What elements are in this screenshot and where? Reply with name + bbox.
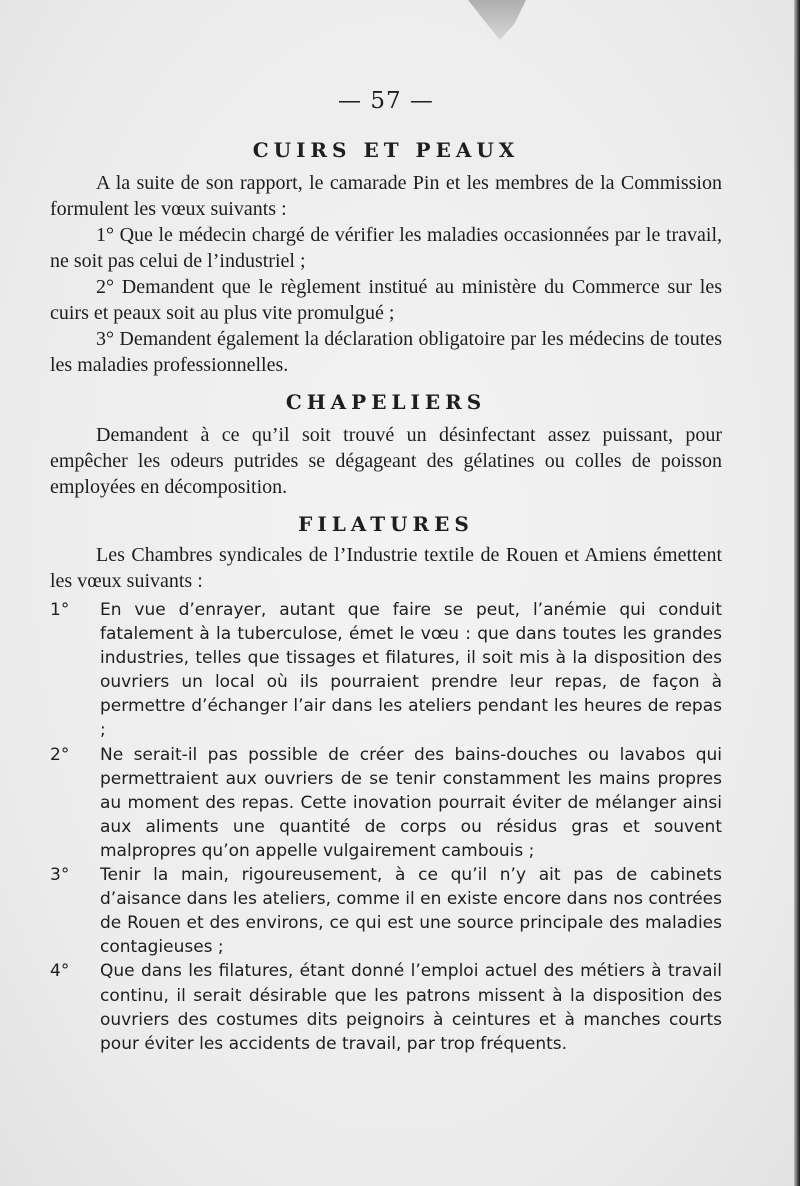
page-number: — 57 —: [338, 88, 434, 114]
list-item: [50, 863, 722, 959]
paragraph: 2° Demandent que le règlement institué au ministère du Commerce sur les cuirs et peaux soit au plus vite promulgué ;: [50, 276, 722, 324]
page-edge-shadow: [794, 0, 800, 1186]
list-item: [50, 959, 722, 1055]
item-number: 1°: [50, 600, 70, 620]
paragraph: 1° Que le médecin chargé de vérifier les maladies occasionnées par le travail, ne soit pas celui de l’industriel ;: [50, 224, 722, 272]
item-text: En vue d’enrayer, autant que faire se peut, l’anémie qui conduit fatalement à la tuberculose, émet le vœu : que dans toutes les grandes industries, telles que tissages et filatures, il soit mis à la disposition des ouvriers un local où ils pourraient prendre leur repas, de façon à permettre d’échanger l’air dans les ateliers pendant les heures de repas ;: [100, 600, 722, 741]
paragraph: A la suite de son rapport, le camarade Pin et les membres de la Commission formulent les vœux suivants :: [50, 172, 722, 220]
torn-corner: [468, 0, 526, 40]
paragraph: Demandent à ce qu’il soit trouvé un désinfectant assez puissant, pour empêcher les odeurs putrides se dégageant des gélatines ou colles de poisson employées en décomposition.: [50, 424, 722, 498]
list-item: [50, 598, 722, 743]
page-content: [50, 88, 722, 1056]
paragraph: 3° Demandent également la déclaration obligatoire par les médecins de toutes les maladies professionnelles.: [50, 328, 722, 376]
numbered-list: [50, 598, 722, 1056]
item-text: Tenir la main, rigoureusement, à ce qu’il n’y ait pas de cabinets d’aisance dans les ateliers, comme il en existe encore dans nos contrées de Rouen et des environs, ce qui est une source principale des maladies contagieuses ;: [100, 865, 722, 958]
item-text: Que dans les filatures, étant donné l’emploi actuel des métiers à travail continu, il serait désirable que les patrons missent à la disposition des ouvriers des costumes dits peignoirs à ceintures et à manches courts pour éviter les accidents de travail, par trop fréquents.: [100, 961, 722, 1054]
section-title-filatures: FILATURES: [298, 512, 474, 536]
item-number: 2°: [50, 744, 70, 765]
list-item: [50, 743, 722, 863]
section-intro: Les Chambres syndicales de l’Industrie textile de Rouen et Amiens émettent les vœux suivants :: [50, 544, 722, 592]
item-number: 3°: [50, 865, 70, 886]
item-number: 4°: [50, 961, 70, 982]
item-text: Ne serait-il pas possible de créer des bains-douches ou lavabos qui permettraient aux ouvriers de se tenir constamment les mains propres au moment des repas. Cette inovation pourrait éviter de mélanger ainsi aux aliments une quantité de corps ou résidus gras et souvent malpropres qu’on appelle vulgairement cambouis ;: [100, 744, 722, 861]
section-title-cuirs-et-peaux: CUIRS ET PEAUX: [252, 138, 520, 162]
section-title-chapeliers: CHAPELIERS: [285, 390, 487, 414]
